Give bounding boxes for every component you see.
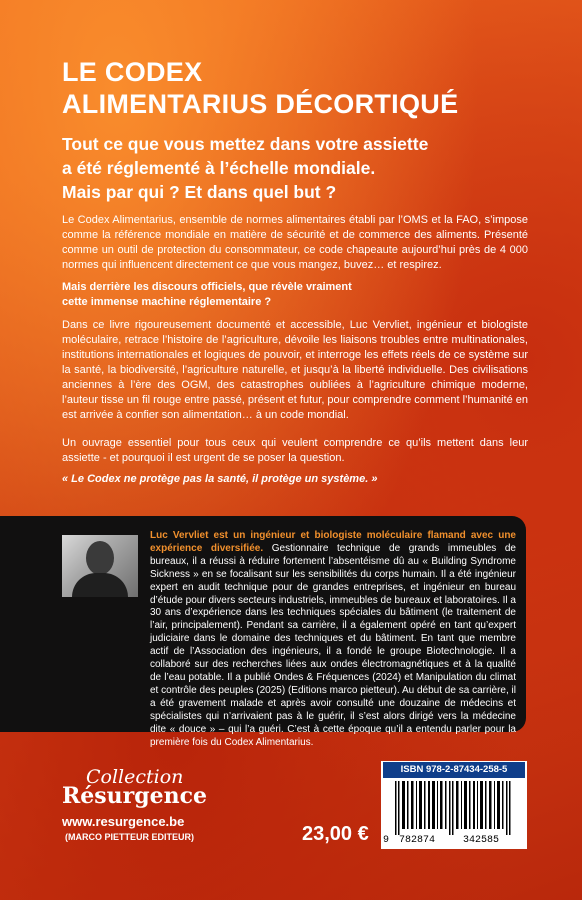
quote: « Le Codex ne protège pas la santé, il protège un système. »	[62, 473, 378, 485]
author-lead: Luc Vervliet est un ingénieur et biologiste moléculaire flamand avec une expérience diversifiée.	[150, 530, 516, 554]
barcode-digit-lead: 9	[383, 835, 390, 846]
question-paragraph: Mais derrière les discours officiels, que révèle vraiment cette immense machine réglementaire ?	[62, 281, 352, 308]
book-subtitle: Tout ce que vous mettez dans votre assiette a été réglementé à l’échelle mondiale. Mais par qui ? Et dans quel but ?	[62, 134, 429, 202]
collection-label: Collection	[86, 766, 184, 788]
author-bio	[64, 530, 516, 749]
barcode-digits-left: 782874	[399, 835, 436, 846]
publisher-url: www.resurgence.be	[62, 814, 185, 829]
author-bio-text: Gestionnaire technique de grands immeubles de bureaux, il a réussi à réduire fortement l’absentéisme dû au « Building Syndrome Sickness » en se focalisant sur les sensibilités du corps humain. Il a été ingénieur expert en audit technique pour de grandes entreprises, et ingénieur en bureau d’étude pour divers secteurs industriels, immeubles de bureaux et laboratoires. Il a 30 ans d’expérience dans les techniques spéciales du bâtiment (le traitement de l’air, principalement). Pendant sa carrière, il a également opéré en tant qu’expert judiciaire dans le domaine des techniques et du bâtiment. En tant que membre actif de l’Association des ingénieurs, il a fondé le groupe Biotechnologie. Il a collaboré sur des recherches liées aux ondes électromagnétiques et à la qualité de l’eau potable. Il a publié Ondes & Fréquences (2024) et Manipulation du climat et contrôle des peuples (2025) (Editions marco pietteur). Au début de sa carrière, il a été gravement malade et après avoir consulté une douzaine de médecins et spécialistes qui n’arrivaient pas à le guérir, il s’est alors dirigé vers la médecine dite « douce » – qui l’a guéri. C’est à cette époque qu’il a entendu parler pour la première fois du Codex Alimentarius.	[150, 542, 516, 748]
price: 23,00 €	[302, 823, 369, 845]
barcode	[389, 781, 521, 835]
publisher-imprint: (MARCO PIETTEUR EDITEUR)	[65, 832, 194, 842]
intro-paragraph: Le Codex Alimentarius, ensemble de normes alimentaires établi par l’OMS et la FAO, s’impose comme la référence mondiale en matière de sécurité et de commerce des aliments. Présenté comme un outil de protection du consommateur, ce code chapeaute aujourd’hui près de 4 000 normes qui influencent directement ce que vous mangez, buvez… et respirez.	[62, 214, 528, 271]
isbn-label: ISBN 978-2-87434-258-5	[383, 762, 525, 778]
book-title: LE CODEX ALIMENTARIUS DÉCORTIQUÉ	[62, 57, 459, 119]
closing-paragraph: Un ouvrage essentiel pour tous ceux qui veulent comprendre ce qu’ils mettent dans leur assiette - et pourquoi il est urgent de se poser la question.	[62, 437, 528, 464]
barcode-digits-right: 342585	[463, 835, 500, 846]
body-paragraph: Dans ce livre rigoureusement documenté et accessible, Luc Vervliet, ingénieur et biologiste moléculaire, retrace l’histoire de l’agriculture, dévoile les liaisons troubles entre multinationales, institutions internationales et logiques de pouvoir, et interroge les effets réels de ce système sur la santé, la biodiversité, l’agriculture naturelle, et jusqu’à la liberté individuelle. Des civilisations anciennes à l’ère des OGM, des catastrophes oubliées à l’agriculture chimique moderne, l’auteur tisse un fil rouge entre passé, présent et futur, pour comprendre comment l’humanité en est arrivée à confier son alimentation… à un code mondial.	[62, 319, 528, 421]
publisher-logo: Résurgence	[62, 783, 208, 809]
